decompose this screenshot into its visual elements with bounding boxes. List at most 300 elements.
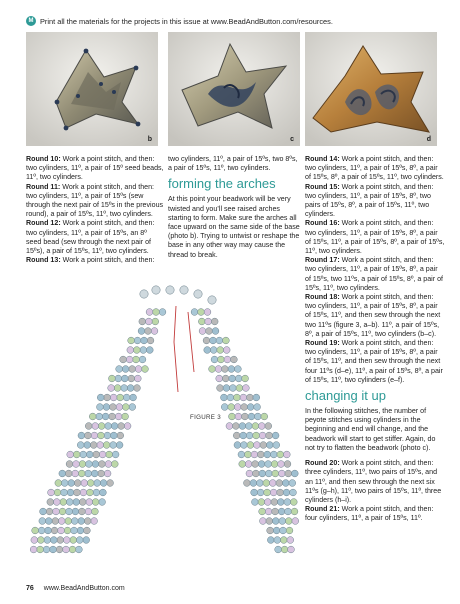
bead	[99, 461, 106, 468]
round-number: Round 12:	[26, 219, 61, 228]
round-text: Work a point stitch, and then: two cylinders, 11º, a pair of 15ºs, 8º, two pairs of 15ºs, 8º, a pair of 15ºs, 11º, two cylinders.	[305, 182, 434, 219]
bead	[212, 328, 219, 335]
round-number: Round 11:	[26, 182, 61, 191]
round-number: Round 13:	[26, 256, 61, 265]
bead	[123, 394, 130, 401]
bead	[78, 518, 85, 525]
section-heading-arches: forming the arches	[168, 176, 276, 192]
middle-column	[168, 155, 300, 260]
bead	[120, 356, 127, 363]
section-heading-changing: changing it up	[305, 388, 386, 404]
bead	[216, 375, 223, 382]
bead	[50, 546, 57, 553]
bead	[66, 461, 73, 468]
bead	[245, 461, 252, 468]
section-lead: At this point your beadwork will be very twisted and you’ll see raised arches starting to form. Make sure the arches all face upward on the same side of the base (photo b). Trying to untwist or reshape the base in any other way may cause the thread to break.	[168, 195, 300, 259]
bead	[129, 404, 136, 411]
bead	[278, 461, 285, 468]
round-number: Round 18:	[305, 293, 340, 302]
photo-label: b	[147, 136, 152, 143]
beaded-bowl-photo-d	[305, 32, 437, 146]
page-number: 76	[26, 585, 34, 592]
bead	[234, 442, 241, 449]
instruction-round	[26, 219, 164, 256]
bead-diagram-svg	[26, 282, 300, 574]
bead	[224, 356, 231, 363]
bead	[133, 356, 140, 363]
bead	[122, 366, 129, 373]
bead	[37, 546, 44, 553]
bead	[134, 375, 141, 382]
bead	[264, 499, 271, 506]
figure-label: FIGURE 3	[190, 414, 221, 421]
bead	[272, 432, 279, 439]
right-column	[305, 155, 445, 524]
bead	[198, 318, 205, 325]
round-text: Work a point stitch, and then: two cylinders, 11º, a pair of 15ºs, 8º, a pair of 15ºs, 11º, and then sew through the next four 11ºs (d–e), 11º, a pair of 15ºs, 8º, a pair of 15ºs, 11º, two cylinders (e–f).	[305, 339, 443, 384]
bead	[270, 489, 277, 496]
bead	[246, 432, 253, 439]
bead	[121, 375, 128, 382]
section-lead: In the following stitches, the number of peyote stitches using cylinders in the beginning and end will change, and the beadwork will start to get stiffer. Again, do not try to flatten the beadwork (photo c).	[305, 407, 436, 452]
instruction-round	[26, 256, 164, 265]
bead	[244, 480, 251, 487]
instruction-round	[26, 155, 164, 183]
bead	[48, 489, 55, 496]
bead	[285, 518, 292, 525]
bead	[152, 318, 159, 325]
bead	[253, 470, 260, 477]
bead	[146, 347, 153, 354]
instruction-round	[305, 505, 445, 523]
bead	[198, 309, 205, 316]
bead	[57, 537, 64, 544]
photo-b	[26, 32, 158, 146]
bead	[54, 489, 61, 496]
bead	[53, 499, 60, 506]
round-text: Work a point stitch, and then: two cylinders, 11º, a pair of 15ºs, 8º, a pair of 15ºs, 11º, a pair of 15ºs, 8º, a pair of 15ºs, 11º, two cylinders.	[305, 219, 445, 256]
bead	[51, 527, 58, 534]
bead	[209, 366, 216, 373]
bead	[84, 518, 91, 525]
bead	[235, 413, 242, 420]
bead	[236, 385, 243, 392]
round-text: Work a point stitch, and then:	[60, 256, 155, 265]
bead	[110, 394, 117, 401]
bead	[280, 527, 287, 534]
bead	[65, 470, 72, 477]
bead	[44, 537, 51, 544]
round-number: Round 17:	[305, 256, 340, 265]
bead	[104, 470, 111, 477]
bead	[152, 286, 160, 294]
bead	[72, 508, 79, 515]
bead	[99, 451, 106, 458]
bead	[215, 366, 222, 373]
bead	[108, 385, 115, 392]
bead	[291, 470, 298, 477]
bead	[286, 527, 293, 534]
bead	[104, 394, 111, 401]
bead	[115, 413, 122, 420]
bead	[79, 508, 86, 515]
bead	[290, 489, 297, 496]
materials-icon: M	[26, 16, 36, 26]
bead	[223, 347, 230, 354]
bead	[146, 309, 153, 316]
round-text: Work a point stitch, and then: two cylinders, 11º, a pair of 15ºs, 8º, a pair of 15ºs, 8º, a pair of 15ºs, 11º, two cylinders.	[305, 155, 444, 182]
bead	[235, 375, 242, 382]
bead	[73, 451, 80, 458]
bead	[102, 413, 109, 420]
bead	[124, 423, 131, 430]
bead	[94, 480, 101, 487]
bead	[116, 366, 123, 373]
bead	[110, 404, 117, 411]
bead	[97, 404, 104, 411]
bead	[180, 286, 188, 294]
bead	[227, 394, 234, 401]
instruction-round	[305, 256, 445, 293]
bead	[103, 404, 110, 411]
bead	[63, 546, 70, 553]
bead	[242, 375, 249, 382]
beaded-bowl-photo-b	[26, 32, 158, 146]
bead	[134, 337, 141, 344]
bead	[92, 423, 99, 430]
bead	[79, 461, 86, 468]
bead	[271, 499, 278, 506]
bead	[130, 394, 137, 401]
bead	[79, 499, 86, 506]
bead	[264, 489, 271, 496]
bead	[203, 337, 210, 344]
bead	[205, 318, 212, 325]
bead	[37, 537, 44, 544]
bead	[74, 480, 81, 487]
bead	[273, 442, 280, 449]
bead	[93, 489, 100, 496]
bead	[288, 546, 295, 553]
bead	[238, 451, 245, 458]
bead	[274, 537, 281, 544]
bead	[109, 413, 116, 420]
bead	[135, 366, 142, 373]
bead	[107, 480, 114, 487]
bead	[252, 461, 259, 468]
bead	[166, 286, 174, 294]
bead	[281, 546, 288, 553]
left-column	[26, 155, 164, 265]
bead	[204, 347, 211, 354]
bead	[266, 432, 273, 439]
bead	[287, 537, 294, 544]
bead	[221, 394, 228, 401]
bead	[63, 537, 70, 544]
bead	[91, 432, 98, 439]
bead	[291, 508, 298, 515]
bead	[234, 404, 241, 411]
page-footer	[26, 585, 125, 592]
bead	[211, 356, 218, 363]
bead	[204, 309, 211, 316]
bead	[153, 309, 160, 316]
bead	[233, 423, 240, 430]
bead	[103, 442, 110, 449]
bead	[58, 518, 65, 525]
bead	[233, 432, 240, 439]
bead	[239, 423, 246, 430]
bead	[129, 366, 136, 373]
bead	[251, 489, 258, 496]
bead	[31, 537, 38, 544]
bead	[111, 423, 118, 430]
photo-d	[305, 32, 437, 146]
bead	[43, 546, 50, 553]
bead	[226, 423, 233, 430]
footer-url: www.BeadAndButton.com	[43, 585, 125, 592]
bead	[91, 470, 98, 477]
bead	[265, 423, 272, 430]
bead	[117, 394, 124, 401]
bead	[90, 442, 97, 449]
bead	[263, 480, 270, 487]
bead	[85, 432, 92, 439]
instruction-round	[305, 219, 445, 256]
bead	[266, 518, 273, 525]
round-text: Work a point stitch, and then: four cylinders, 11º, a pair of 15ºs, 11º.	[305, 505, 434, 523]
figure-3-bead-diagram	[26, 282, 300, 574]
bead	[117, 432, 124, 439]
bead	[242, 413, 249, 420]
bead	[246, 423, 253, 430]
bead	[265, 508, 272, 515]
bead	[240, 432, 247, 439]
bead	[247, 404, 254, 411]
bead	[70, 537, 77, 544]
bead	[38, 527, 45, 534]
bead	[85, 508, 92, 515]
bead	[259, 508, 266, 515]
bead	[284, 499, 291, 506]
bead	[240, 394, 247, 401]
bead	[277, 451, 284, 458]
bead	[251, 451, 258, 458]
bead	[142, 366, 149, 373]
bead	[116, 404, 123, 411]
bead	[60, 499, 67, 506]
bead	[86, 451, 93, 458]
bead	[100, 480, 107, 487]
bead	[40, 508, 47, 515]
bead	[272, 518, 279, 525]
bead	[59, 508, 66, 515]
bead	[250, 480, 257, 487]
bead	[229, 375, 236, 382]
bead	[80, 489, 87, 496]
instruction-round	[26, 183, 164, 220]
bead	[96, 413, 103, 420]
bead	[252, 499, 259, 506]
round-text: Work a point stitch, and then: two cylinders, 11º, a pair of 15ºs, 8º, a pair of 15ºs, two 11ºs, a pair of 15ºs, 8º, a pair of 15ºs, 11º, two cylinders.	[305, 256, 443, 292]
page-header	[26, 14, 446, 28]
bead	[246, 470, 253, 477]
bead	[221, 404, 228, 411]
bead	[99, 499, 106, 506]
bead	[56, 546, 63, 553]
bead	[260, 442, 267, 449]
bead	[235, 366, 242, 373]
bead	[105, 423, 112, 430]
bead	[147, 337, 154, 344]
round-number: Round 21:	[305, 505, 340, 514]
round-number: Round 14:	[305, 155, 340, 163]
bead	[111, 461, 118, 468]
bead	[285, 508, 292, 515]
bead	[206, 328, 213, 335]
bead	[77, 442, 84, 449]
bead	[50, 537, 57, 544]
round-number: Round 19:	[305, 339, 340, 348]
bead	[122, 413, 129, 420]
round-text: Work a point stitch, and then: two cylinders, 11º, a pair of 15ºs, 8º, a pair of 15ºs, 11º, and then sew through the next two 11ºs (figure 3, a–b). 11º, a pair of 15ºs, 8º, a pair of 15ºs, 11º, two cylinders (b–c).	[305, 293, 441, 338]
bead	[106, 451, 113, 458]
bead	[89, 413, 96, 420]
bead	[122, 404, 129, 411]
bead	[140, 290, 148, 298]
bead	[105, 461, 112, 468]
bead	[241, 442, 248, 449]
bead	[126, 356, 133, 363]
bead	[61, 489, 68, 496]
bead	[127, 385, 134, 392]
bead	[77, 527, 84, 534]
round-number: Round 20:	[305, 459, 340, 468]
bead	[276, 480, 283, 487]
bead	[61, 480, 68, 487]
beaded-bowl-photo-c	[168, 32, 300, 146]
bead	[278, 508, 285, 515]
bead	[289, 480, 296, 487]
bead	[86, 499, 93, 506]
bead	[98, 432, 105, 439]
bead	[55, 480, 62, 487]
bead	[218, 356, 225, 363]
round-continuation: two cylinders, 11º, a pair of 15ºs, two 8ºs, a pair of 15ºs, 11º, two cylinders.	[168, 155, 298, 173]
bead	[84, 442, 91, 449]
bead	[270, 451, 277, 458]
bead	[71, 518, 78, 525]
bead	[97, 442, 104, 449]
bead	[69, 546, 76, 553]
bead	[223, 337, 230, 344]
bead	[216, 337, 223, 344]
bead	[32, 527, 39, 534]
round-number: Round 15:	[305, 182, 340, 191]
bead	[210, 347, 217, 354]
bead	[138, 328, 145, 335]
bead	[272, 508, 279, 515]
round-text: Work a point stitch, and then: two cylinders, 11º, a pair of 15º seed beads, 11º, two cylinders.	[26, 155, 164, 182]
bead	[211, 318, 218, 325]
instruction-round	[305, 183, 445, 220]
bead	[254, 404, 261, 411]
bead	[121, 385, 128, 392]
bead	[282, 480, 289, 487]
thread-path	[174, 306, 194, 392]
bead	[254, 413, 261, 420]
bead	[277, 499, 284, 506]
bead	[139, 318, 146, 325]
bead	[267, 527, 274, 534]
photo-label: c	[290, 136, 294, 143]
bead	[245, 451, 252, 458]
bead	[199, 328, 206, 335]
bead	[66, 499, 73, 506]
bead	[87, 480, 94, 487]
bead	[98, 423, 105, 430]
bead	[128, 337, 135, 344]
bead	[228, 404, 235, 411]
bead	[65, 518, 72, 525]
bead	[145, 318, 152, 325]
bead	[64, 527, 71, 534]
bead	[258, 499, 265, 506]
bead	[283, 489, 290, 496]
bead	[71, 527, 78, 534]
bead	[67, 451, 74, 458]
bead	[78, 470, 85, 477]
bead	[78, 432, 85, 439]
bead	[45, 527, 52, 534]
bead	[283, 451, 290, 458]
bead	[259, 470, 266, 477]
bead	[234, 394, 241, 401]
bead	[114, 385, 121, 392]
bead	[86, 461, 93, 468]
bead	[258, 423, 265, 430]
bead	[292, 518, 299, 525]
bead	[210, 337, 217, 344]
bead	[118, 423, 125, 430]
bead	[271, 461, 278, 468]
bead	[252, 423, 259, 430]
bead	[134, 385, 141, 392]
bead	[272, 470, 279, 477]
bead	[267, 537, 274, 544]
bead	[247, 442, 254, 449]
bead	[139, 356, 146, 363]
bead	[58, 527, 65, 534]
bead	[128, 375, 135, 382]
bead	[73, 461, 80, 468]
bead	[133, 347, 140, 354]
bead	[39, 518, 46, 525]
bead	[247, 394, 254, 401]
bead	[265, 461, 272, 468]
bead	[159, 309, 166, 316]
bead	[46, 508, 53, 515]
bead	[92, 508, 99, 515]
bead	[83, 537, 90, 544]
round-text: Work a point stitch, and then: three cylinders, 11º, two pairs of 15ºs, and an 11º, and then sew through the next six 11ºs (g–h), 11º, two pairs of 15ºs, 11º, three cylinders (h–i).	[305, 459, 442, 504]
bead	[92, 499, 99, 506]
bead	[217, 347, 224, 354]
round-number: Round 16:	[305, 219, 340, 228]
bead	[141, 337, 148, 344]
bead	[208, 296, 216, 304]
round-number: Round 10:	[26, 155, 61, 163]
